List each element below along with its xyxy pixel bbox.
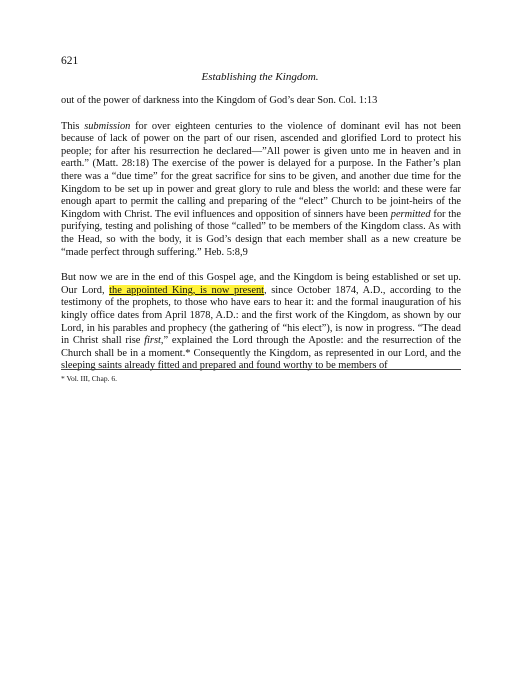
paragraph-2 [61,121,461,260]
paragraph-3-text-2: , since October 1874, A.D., according to the testimony of the prophets, to those who have ears to hear it: and the formal inauguration of his kingly office dates from April 1878, A.D.: and the first work of the Kingdom, as shown by our Lord, in his parables and prophecy (the gathering of “his elect”), is now in progress. “The dead in Christ shall rise [61,284,461,347]
emphasis-first: first [144,335,161,347]
running-head: Establishing the Kingdom. [201,71,319,83]
footnote-divider [61,369,461,370]
footnote: * Vol. III, Chap. 6. [61,374,117,383]
highlighted-phrase: the appointed King, is now present [109,284,265,296]
page-number: 621 [61,55,79,67]
paragraph-1: out of the power of darkness into the Kingdom of God’s dear Son. Col. 1:13 [61,95,378,106]
paragraph-2-text-2: for over eighteen centuries to the violence of dominant evil has not been because of lack of power on the part of our risen, ascended and glorified Lord to protect his people; for after his resurrection he declared—”All power is given unto me in heaven and in earth.” (Matt. 28:18) The exercise of the power is delayed for a purpose. In the Father’s plan there was a “due time” for the great sacrifice for sins to be given, and another due time for the Kingdom to be set up in power and great glory to rule and bless the world: and these were far enough apart to permit the calling and preparing of the “elect” Church to be joint-heirs of the Kingdom with Christ. The evil influences and opposition of sinners have been [61,120,462,220]
paragraph-3-text-3: ,” explained the Lord through the Apostle: and the resurrection of the Church shall be in a moment.* Consequently the Kingdom, as represented in our Lord, and the sleeping saints already fitted and prepared and found worthy to be members of [61,335,461,372]
body-text [61,95,461,386]
emphasis-submission: submission [84,120,131,132]
emphasis-permitted: permitted [390,208,431,220]
paragraph-2-text-1: This [61,120,85,132]
paragraph-3 [61,272,461,373]
paragraph-3-text-1: But now we are in the end of this Gospel age, and the Kingdom is being established or set up. Our Lord, [61,272,461,296]
paragraph-2-text-3: for the purifying, testing and polishing of those “called” to be members of the Kingdom class. As with the Head, so with the body, it is God’s design that each member shall as a new creature be “made perfect through suffering.” Heb. 5:8,9 [61,208,461,258]
